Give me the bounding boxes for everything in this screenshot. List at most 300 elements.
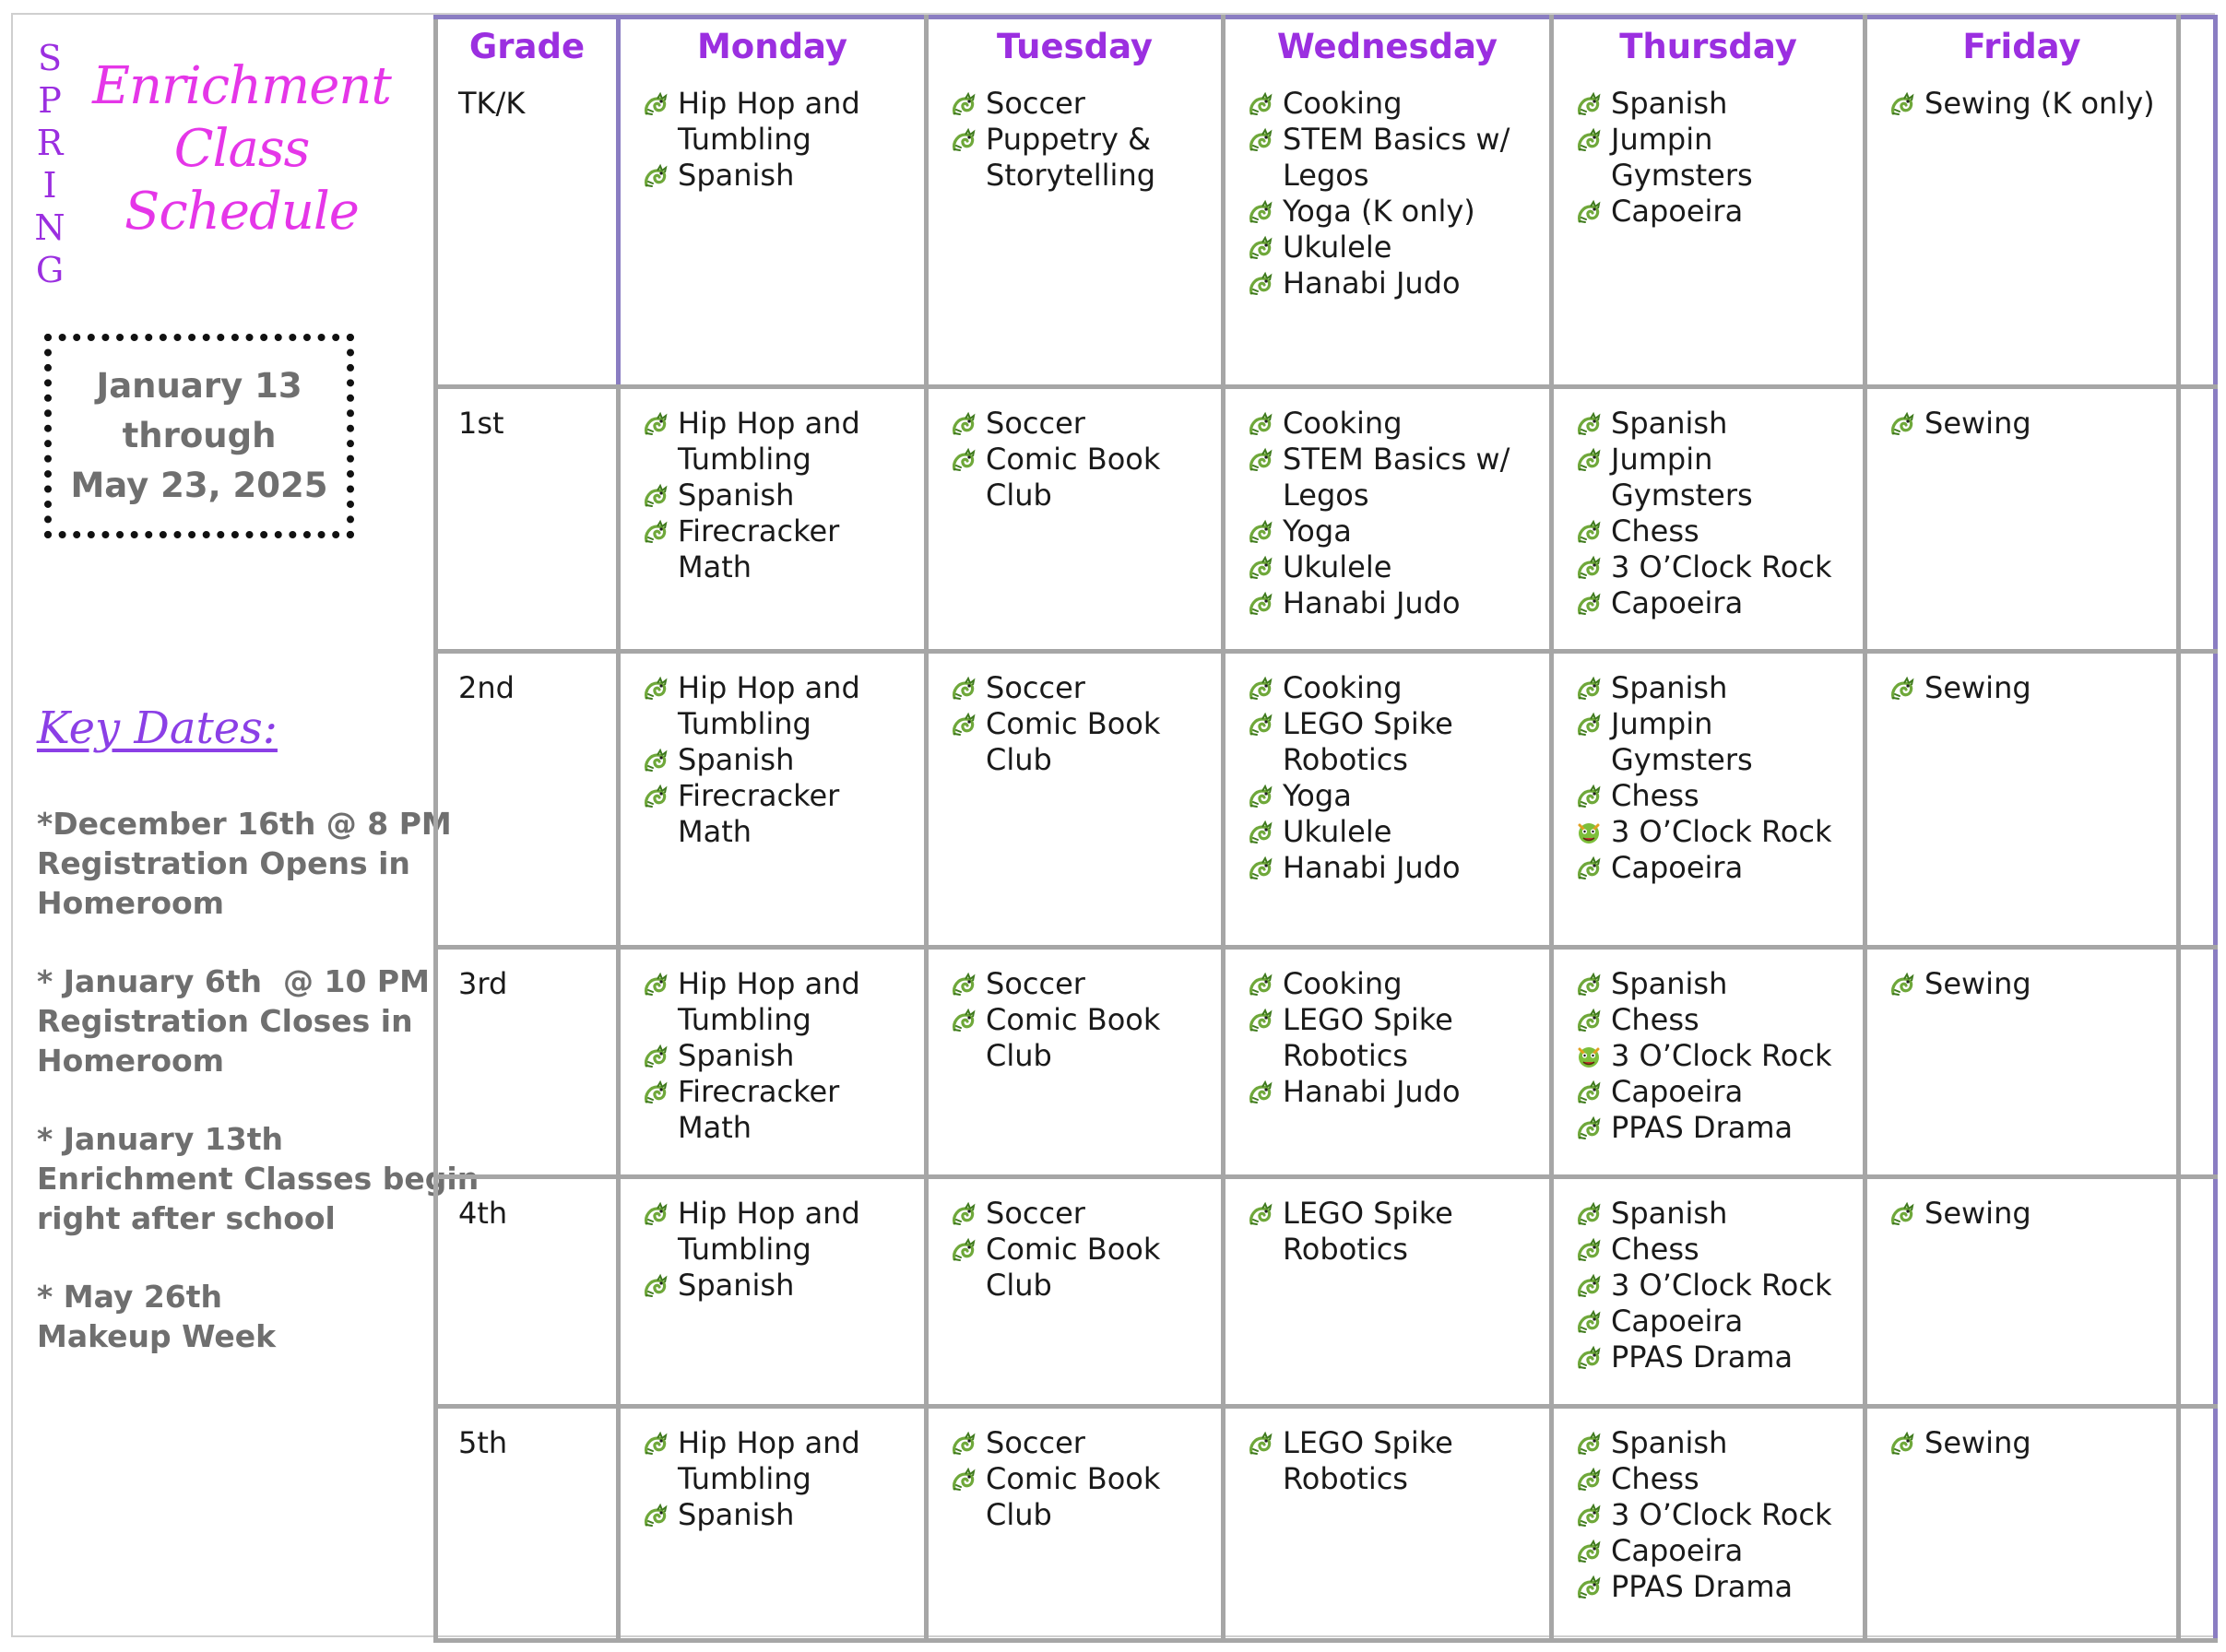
dragon-icon xyxy=(1574,1343,1604,1373)
class-name: Soccer xyxy=(986,670,1085,706)
dragon-icon xyxy=(1246,674,1275,703)
dragon-icon xyxy=(1246,1429,1275,1458)
grade-label: 4th xyxy=(458,1195,508,1231)
spacer-cell xyxy=(2179,1176,2216,1406)
class-item xyxy=(1574,549,1855,585)
dragon-icon xyxy=(641,161,670,191)
class-item xyxy=(1574,513,1855,549)
dragon-icon xyxy=(1246,1006,1275,1035)
dragon-icon xyxy=(1246,89,1275,119)
class-item xyxy=(1246,122,1542,194)
class-item xyxy=(641,778,917,850)
class-item xyxy=(1246,1196,1542,1268)
class-list xyxy=(1888,1190,2169,1232)
dragon-icon xyxy=(1246,409,1275,439)
class-item xyxy=(1574,1497,1855,1533)
class-name: 3 O’Clock Rock xyxy=(1611,1497,1832,1533)
class-item xyxy=(1888,86,2169,122)
class-list xyxy=(641,80,917,194)
class-item xyxy=(949,406,1214,442)
class-item xyxy=(1246,1425,1542,1497)
class-item xyxy=(1574,585,1855,621)
class-name: Hip Hop and Tumbling xyxy=(678,406,860,477)
class-item xyxy=(1574,1533,1855,1569)
class-name: 3 O’Clock Rock xyxy=(1611,549,1832,584)
class-item xyxy=(641,1497,917,1533)
class-item xyxy=(1574,1461,1855,1497)
dragon-icon xyxy=(1246,445,1275,475)
spacer-cell xyxy=(2179,947,2216,1176)
class-name: PPAS Drama xyxy=(1611,1339,1794,1375)
day-cell-tuesday xyxy=(927,1176,1224,1406)
class-name: Spanish xyxy=(678,1267,795,1303)
column-header-friday: Friday xyxy=(1865,18,2179,69)
page-title xyxy=(76,55,408,243)
class-name: Spanish xyxy=(678,1037,795,1073)
grade-label: TK/K xyxy=(458,85,526,121)
dragon-icon xyxy=(1888,970,1917,999)
class-item xyxy=(1574,1268,1855,1304)
class-item xyxy=(1574,122,1855,194)
day-cell-friday xyxy=(1865,387,2179,652)
dragon-icon xyxy=(1574,1114,1604,1143)
class-item xyxy=(1246,670,1542,706)
dragon-icon xyxy=(1246,269,1275,299)
table-row xyxy=(436,387,2216,652)
class-name: Jumpin Gymsters xyxy=(1611,706,1753,778)
table-row xyxy=(436,652,2216,948)
day-cell-friday xyxy=(1865,69,2179,387)
class-item xyxy=(949,670,1214,706)
class-name: Yoga xyxy=(1283,778,1352,814)
class-list xyxy=(1246,80,1542,301)
dragon-icon xyxy=(1246,233,1275,263)
day-cell-thursday xyxy=(1552,387,1865,652)
class-name: Cooking xyxy=(1283,965,1403,1001)
class-name: LEGO Spike Robotics xyxy=(1283,1001,1453,1073)
class-name: Capoeira xyxy=(1611,1073,1744,1109)
dragon-icon xyxy=(1574,197,1604,227)
dragon-icon xyxy=(1574,782,1604,811)
key-date-line: Homeroom xyxy=(37,1043,225,1079)
class-item xyxy=(1246,230,1542,266)
class-item xyxy=(949,1461,1214,1533)
class-list xyxy=(641,1190,917,1304)
table-row xyxy=(436,1176,2216,1406)
dragon-icon xyxy=(1574,589,1604,619)
day-cell-tuesday xyxy=(927,1407,1224,1641)
dragon-icon xyxy=(1574,674,1604,703)
class-name: Comic Book Club xyxy=(986,1231,1161,1303)
class-list xyxy=(1246,400,1542,621)
dragon-icon xyxy=(1574,553,1604,583)
class-name: Soccer xyxy=(986,1425,1085,1461)
key-date-line: Enrichment Classes begin xyxy=(37,1161,480,1197)
dragon-icon xyxy=(641,970,670,999)
spring-letter: N xyxy=(34,207,65,248)
dragon-icon xyxy=(949,1235,978,1265)
class-name: LEGO Spike Robotics xyxy=(1283,1195,1453,1267)
dragon-icon xyxy=(949,445,978,475)
column-header-wednesday: Wednesday xyxy=(1224,18,1552,69)
title-line-1: Enrichment xyxy=(92,56,391,116)
dragon-icon xyxy=(1888,1199,1917,1229)
column-header-monday: Monday xyxy=(619,18,927,69)
class-item xyxy=(949,122,1214,194)
class-name: Ukulele xyxy=(1283,229,1392,265)
dragon-icon xyxy=(949,674,978,703)
dragon-icon xyxy=(1246,710,1275,739)
key-date-line: Homeroom xyxy=(37,885,225,921)
key-date-item xyxy=(37,804,452,923)
day-cell-thursday xyxy=(1552,1176,1865,1406)
dragon-icon xyxy=(1574,1199,1604,1229)
dragon-icon xyxy=(1888,89,1917,119)
class-item xyxy=(1574,1569,1855,1605)
title-line-2: Class Schedule xyxy=(124,119,359,242)
table-row xyxy=(436,1407,2216,1641)
dragon-icon xyxy=(641,1199,670,1229)
class-item xyxy=(1574,1304,1855,1339)
class-list xyxy=(641,1420,917,1533)
day-cell-monday xyxy=(619,1407,927,1641)
key-date-line: *December 16th @ 8 PM xyxy=(37,806,452,842)
day-cell-thursday xyxy=(1552,69,1865,387)
class-name: Spanish xyxy=(1611,406,1728,441)
class-name: Chess xyxy=(1611,1001,1699,1037)
day-cell-monday xyxy=(619,387,927,652)
class-name: Soccer xyxy=(986,406,1085,441)
class-item xyxy=(1246,966,1542,1002)
class-name: Spanish xyxy=(1611,1425,1728,1461)
dragon-icon xyxy=(1574,710,1604,739)
class-name: Cooking xyxy=(1283,670,1403,706)
dragon-icon xyxy=(1888,674,1917,703)
class-list xyxy=(949,1190,1214,1304)
spacer-column xyxy=(2179,18,2216,69)
class-name: Cooking xyxy=(1283,85,1403,121)
class-name: 3 O’Clock Rock xyxy=(1611,814,1832,850)
dragon-icon xyxy=(1574,1465,1604,1494)
key-date-item xyxy=(37,1119,480,1238)
class-name: Hip Hop and Tumbling xyxy=(678,965,860,1037)
class-item xyxy=(1246,1074,1542,1110)
dragon-icon xyxy=(641,481,670,511)
key-date-line: right after school xyxy=(37,1200,336,1236)
class-item xyxy=(1246,549,1542,585)
class-item xyxy=(1574,406,1855,442)
class-item xyxy=(641,742,917,778)
class-name: Yoga xyxy=(1283,513,1352,549)
dragon-icon xyxy=(641,746,670,775)
class-item xyxy=(1888,670,2169,706)
class-item xyxy=(1574,1425,1855,1461)
dragon-icon xyxy=(1574,445,1604,475)
day-cell-monday xyxy=(619,947,927,1176)
class-name: Spanish xyxy=(1611,85,1728,121)
grade-cell xyxy=(436,69,619,387)
class-name: Spanish xyxy=(678,742,795,778)
class-name: Firecracker Math xyxy=(678,1073,840,1145)
class-name: Cooking xyxy=(1283,406,1403,441)
key-date-line: Registration Closes in xyxy=(37,1003,413,1039)
class-name: Capoeira xyxy=(1611,1533,1744,1569)
dragon-icon xyxy=(1246,854,1275,883)
class-item xyxy=(1574,966,1855,1002)
dragon-icon xyxy=(949,1199,978,1229)
class-item xyxy=(1574,814,1855,850)
class-item xyxy=(949,442,1214,513)
class-name: Spanish xyxy=(678,157,795,193)
dragon-face-icon xyxy=(1574,1042,1604,1071)
class-name: Ukulele xyxy=(1283,549,1392,584)
class-item xyxy=(1246,406,1542,442)
dragon-icon xyxy=(1574,1235,1604,1265)
table-header-row xyxy=(436,18,2216,69)
grade-cell xyxy=(436,387,619,652)
class-list xyxy=(1574,1420,1855,1605)
dragon-icon xyxy=(641,1429,670,1458)
dragon-icon xyxy=(1246,553,1275,583)
dragon-icon xyxy=(1574,1429,1604,1458)
dragon-icon xyxy=(1246,1078,1275,1107)
dragon-icon xyxy=(949,1465,978,1494)
class-name: Capoeira xyxy=(1611,850,1744,886)
class-item xyxy=(949,1196,1214,1232)
dragon-icon xyxy=(1574,1307,1604,1337)
class-item xyxy=(1574,706,1855,778)
grade-label: 5th xyxy=(458,1425,508,1461)
class-item xyxy=(1574,1038,1855,1074)
class-item xyxy=(1888,1425,2169,1461)
class-name: Sewing xyxy=(1924,1195,2031,1231)
class-name: Capoeira xyxy=(1611,193,1744,229)
column-header-thursday: Thursday xyxy=(1552,18,1865,69)
class-name: Hanabi Judo xyxy=(1283,850,1461,886)
day-cell-wednesday xyxy=(1224,387,1552,652)
class-name: Chess xyxy=(1611,513,1699,549)
class-list xyxy=(1574,961,1855,1146)
class-list xyxy=(1888,400,2169,442)
spring-letter: G xyxy=(35,250,65,290)
class-item xyxy=(1574,1232,1855,1268)
class-item xyxy=(641,86,917,158)
dragon-face-icon xyxy=(1574,818,1604,847)
class-item xyxy=(1574,1196,1855,1232)
class-item xyxy=(1246,513,1542,549)
class-item xyxy=(949,86,1214,122)
spring-letter: S xyxy=(37,38,63,78)
class-list xyxy=(949,665,1214,778)
day-cell-monday xyxy=(619,1176,927,1406)
class-item xyxy=(1246,814,1542,850)
day-cell-friday xyxy=(1865,947,2179,1176)
dragon-icon xyxy=(949,125,978,155)
class-name: Spanish xyxy=(1611,1195,1728,1231)
day-cell-monday xyxy=(619,69,927,387)
table-row xyxy=(436,69,2216,387)
column-header-grade: Grade xyxy=(436,18,619,69)
class-name: Sewing xyxy=(1924,965,2031,1001)
date-range-start: January 13 xyxy=(96,366,302,406)
class-item xyxy=(1574,86,1855,122)
class-name: Hip Hop and Tumbling xyxy=(678,1425,860,1497)
spring-letter: R xyxy=(36,123,64,163)
class-item xyxy=(949,706,1214,778)
class-item xyxy=(1246,266,1542,301)
column-header-tuesday: Tuesday xyxy=(927,18,1224,69)
day-cell-thursday xyxy=(1552,947,1865,1176)
day-cell-wednesday xyxy=(1224,1407,1552,1641)
class-item xyxy=(1246,706,1542,778)
class-item xyxy=(1246,194,1542,230)
class-item xyxy=(641,1196,917,1268)
key-date-item xyxy=(37,962,443,1080)
class-name: Sewing (K only) xyxy=(1924,85,2155,121)
dragon-icon xyxy=(641,782,670,811)
dragon-icon xyxy=(641,517,670,547)
day-cell-monday xyxy=(619,652,927,948)
class-name: Sewing xyxy=(1924,1425,2031,1461)
dragon-icon xyxy=(1246,782,1275,811)
dragon-icon xyxy=(1888,409,1917,439)
class-list xyxy=(1888,665,2169,706)
key-date-line: Makeup Week xyxy=(37,1318,277,1354)
dragon-icon xyxy=(949,409,978,439)
day-cell-tuesday xyxy=(927,652,1224,948)
class-item xyxy=(641,478,917,513)
class-item xyxy=(1246,86,1542,122)
spring-letter: P xyxy=(38,80,62,121)
class-name: Comic Book Club xyxy=(986,1461,1161,1533)
dragon-icon xyxy=(1574,1078,1604,1107)
dragon-icon xyxy=(1246,197,1275,227)
grade-label: 1st xyxy=(458,406,504,441)
dragon-icon xyxy=(641,1501,670,1530)
class-name: Firecracker Math xyxy=(678,778,840,850)
grade-cell xyxy=(436,1176,619,1406)
class-list xyxy=(1246,1420,1542,1497)
class-item xyxy=(1246,585,1542,621)
dragon-icon xyxy=(1246,1199,1275,1229)
spacer-cell xyxy=(2179,69,2216,387)
class-name: STEM Basics w/ Legos xyxy=(1283,121,1510,193)
dragon-icon xyxy=(1246,970,1275,999)
class-item xyxy=(949,966,1214,1002)
class-item xyxy=(1888,406,2169,442)
class-item xyxy=(949,1425,1214,1461)
class-item xyxy=(1574,1002,1855,1038)
class-list xyxy=(1246,665,1542,886)
dragon-icon xyxy=(1574,1006,1604,1035)
class-list xyxy=(1888,80,2169,122)
key-dates-list xyxy=(37,804,480,1395)
class-item xyxy=(641,1425,917,1497)
class-name: LEGO Spike Robotics xyxy=(1283,1425,1453,1497)
class-item xyxy=(641,670,917,742)
class-item xyxy=(1246,850,1542,886)
spacer-cell xyxy=(2179,387,2216,652)
class-item xyxy=(1574,1339,1855,1375)
class-item xyxy=(641,406,917,478)
class-name: Comic Book Club xyxy=(986,1001,1161,1073)
day-cell-tuesday xyxy=(927,69,1224,387)
key-date-line: Registration Opens in xyxy=(37,845,410,881)
class-name: Yoga (K only) xyxy=(1283,193,1475,229)
day-cell-thursday xyxy=(1552,1407,1865,1641)
class-item xyxy=(1574,850,1855,886)
class-item xyxy=(1574,778,1855,814)
dragon-icon xyxy=(641,89,670,119)
grade-cell xyxy=(436,1407,619,1641)
class-name: Soccer xyxy=(986,1195,1085,1231)
dragon-icon xyxy=(641,409,670,439)
class-item xyxy=(949,1002,1214,1074)
day-cell-friday xyxy=(1865,652,2179,948)
class-name: Puppetry & Storytelling xyxy=(986,121,1156,193)
class-name: Hip Hop and Tumbling xyxy=(678,85,860,157)
key-date-line: * January 13th xyxy=(37,1121,284,1157)
dragon-icon xyxy=(1574,854,1604,883)
class-item xyxy=(1246,1002,1542,1074)
class-name: Sewing xyxy=(1924,670,2031,706)
class-name: Spanish xyxy=(678,478,795,513)
class-name: Jumpin Gymsters xyxy=(1611,442,1753,513)
class-item xyxy=(1574,670,1855,706)
grade-cell xyxy=(436,652,619,948)
class-name: Spanish xyxy=(1611,670,1728,706)
date-range-end: May 23, 2025 xyxy=(70,466,328,505)
class-name: Comic Book Club xyxy=(986,706,1161,778)
class-item xyxy=(641,1038,917,1074)
day-cell-friday xyxy=(1865,1407,2179,1641)
class-item xyxy=(641,513,917,585)
class-list xyxy=(949,1420,1214,1533)
table-row xyxy=(436,947,2216,1176)
class-list xyxy=(1574,400,1855,621)
class-name: Spanish xyxy=(678,1497,795,1533)
day-cell-wednesday xyxy=(1224,947,1552,1176)
day-cell-tuesday xyxy=(927,947,1224,1176)
class-name: Ukulele xyxy=(1283,814,1392,850)
class-item xyxy=(641,1074,917,1146)
class-item xyxy=(641,158,917,194)
key-date-line: * May 26th xyxy=(37,1279,223,1315)
dragon-icon xyxy=(641,674,670,703)
class-name: Soccer xyxy=(986,965,1085,1001)
class-list xyxy=(1888,1420,2169,1461)
day-cell-thursday xyxy=(1552,652,1865,948)
class-name: Hanabi Judo xyxy=(1283,585,1461,620)
class-name: Firecracker Math xyxy=(678,513,840,584)
key-date-line: * January 6th @ 10 PM xyxy=(37,963,430,999)
dragon-icon xyxy=(1246,517,1275,547)
class-item xyxy=(1888,1196,2169,1232)
grade-label: 2nd xyxy=(458,670,515,706)
dragon-icon xyxy=(1574,89,1604,119)
class-name: Hip Hop and Tumbling xyxy=(678,1195,860,1267)
dragon-icon xyxy=(1574,517,1604,547)
spacer-cell xyxy=(2179,1407,2216,1641)
class-name: Hip Hop and Tumbling xyxy=(678,670,860,742)
class-list xyxy=(1574,1190,1855,1375)
class-name: LEGO Spike Robotics xyxy=(1283,706,1453,778)
day-cell-friday xyxy=(1865,1176,2179,1406)
day-cell-wednesday xyxy=(1224,1176,1552,1406)
day-cell-wednesday xyxy=(1224,69,1552,387)
class-item xyxy=(1574,1074,1855,1110)
class-name: Jumpin Gymsters xyxy=(1611,121,1753,193)
